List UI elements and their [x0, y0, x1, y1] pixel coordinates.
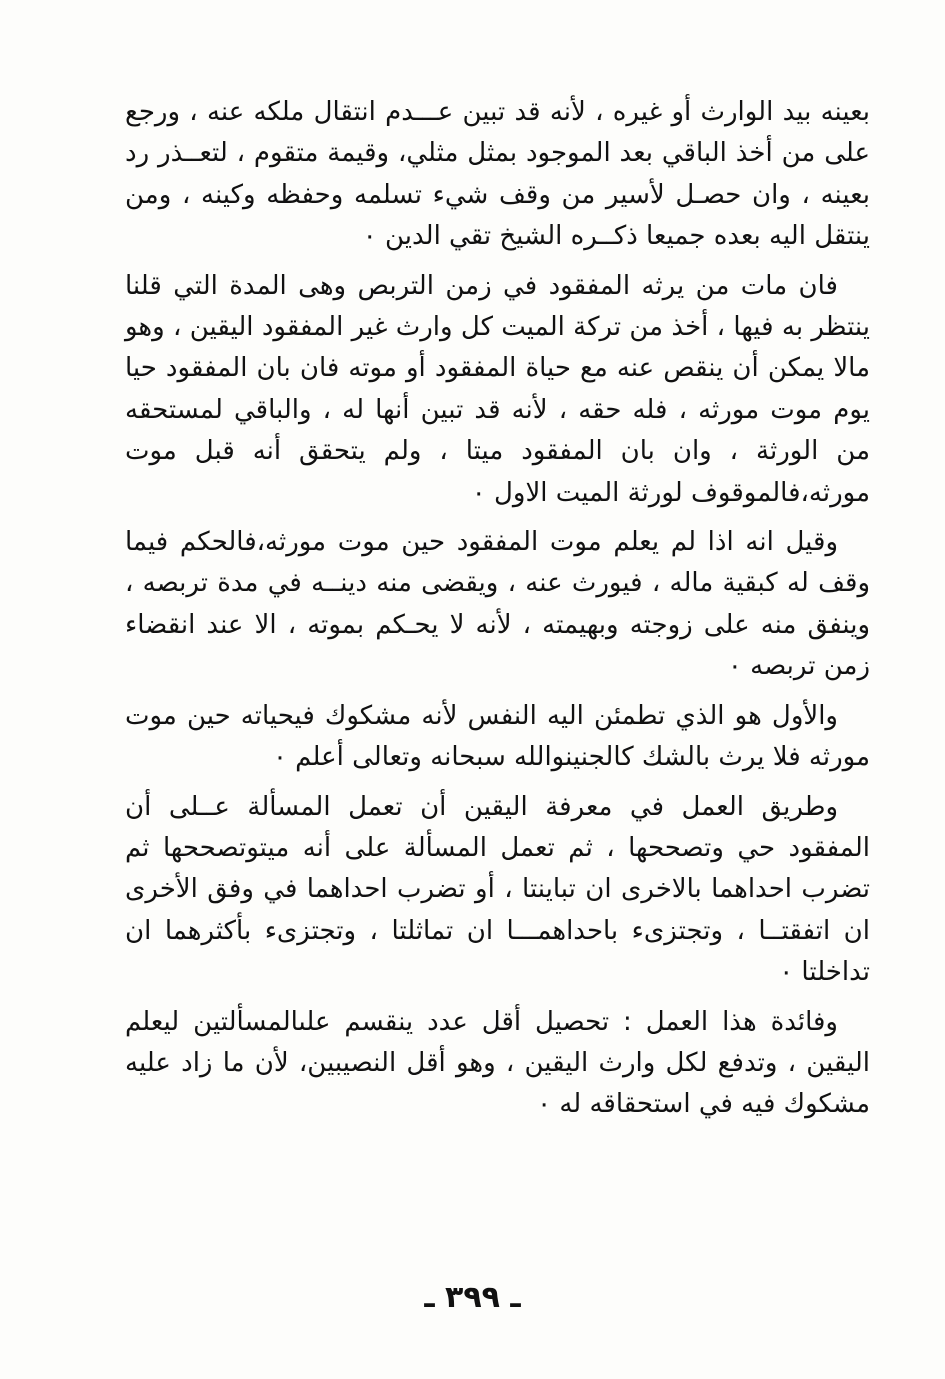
- page-number: ـ ٣٩٩ ـ: [424, 1280, 521, 1315]
- paragraph-2: فان مات من يرثه المفقود في زمن التربص وهى المدة التي قلنا ينتظر به فيها ، أخذ من تركة الميت كل وارث غير المفقود اليقين ، وهو مالا يمكن أن ينقص عنه مع حياة المفقود أو موته فان بان المفقود حيا يوم موت مورثه ، فله حقه ، لأنه قد تبين أنها له ، والباقي لمستحقه من الورثة ، وان بان المفقود ميتا ، ولم يتحقق أنه قبل موت مورثه،فالموقوف لورثة الميت الاول ٠: [125, 270, 870, 508]
- paragraph-4: والأول هو الذي تطمئن اليه النفس لأنه مشكوك فيحياته حين موت مورثه فلا يرث بالشك كالجنينوالله سبحانه وتعالى أعلم ٠: [125, 700, 870, 773]
- paragraph-1: بعينه بيد الوارث أو غيره ، لأنه قد تبين عـــدم انتقال ملكه عنه ، ورجع على من أخذ الباقي بعد الموجود بمثل مثلي، وقيمة متقوم ، لتعــذر رد بعينه ، وان حصـل لأسير من وقف شيء تسلمه وحفظه وكينه ، ومن ينتقل اليه بعده جميعا ذكــره الشيخ تقي الدين ٠: [125, 97, 870, 252]
- body-text: [125, 92, 870, 1134]
- paragraph-6: وفائدة هذا العمل : تحصيل أقل عدد ينقسم علىالمسألتين ليعلم اليقين ، وتدفع لكل وارث اليقين ، وهو أقل النصيبين، لأن ما زاد عليه مشكوك فيه في استحقاقه له ٠: [125, 1006, 870, 1120]
- paragraph-5: وطريق العمل في معرفة اليقين أن تعمل المسألة عــلى أن المفقود حي وتصححها ، ثم تعمل المسألة على أنه ميتوتصححها ثم تضرب احداهما بالاخرى ان تباينتا ، أو تضرب احداهما في وفق الأخرى ان اتفقتــا ، وتجتزىء باحداهمـــا ان تماثلتا ، وتجتزىء بأكثرهما ان تداخلتا ٠: [125, 791, 870, 988]
- paragraph-3: وقيل انه اذا لم يعلم موت المفقود حين موت مورثه،فالحكم فيما وقف له كبقية ماله ، فيورث عنه ، ويقضى منه دينــه في مدة تربصه ، وينفق منه على زوجته وبهيمته ، لأنه لا يحـكم بموته ، الا عند انقضاء زمن تربصه ٠: [125, 527, 870, 682]
